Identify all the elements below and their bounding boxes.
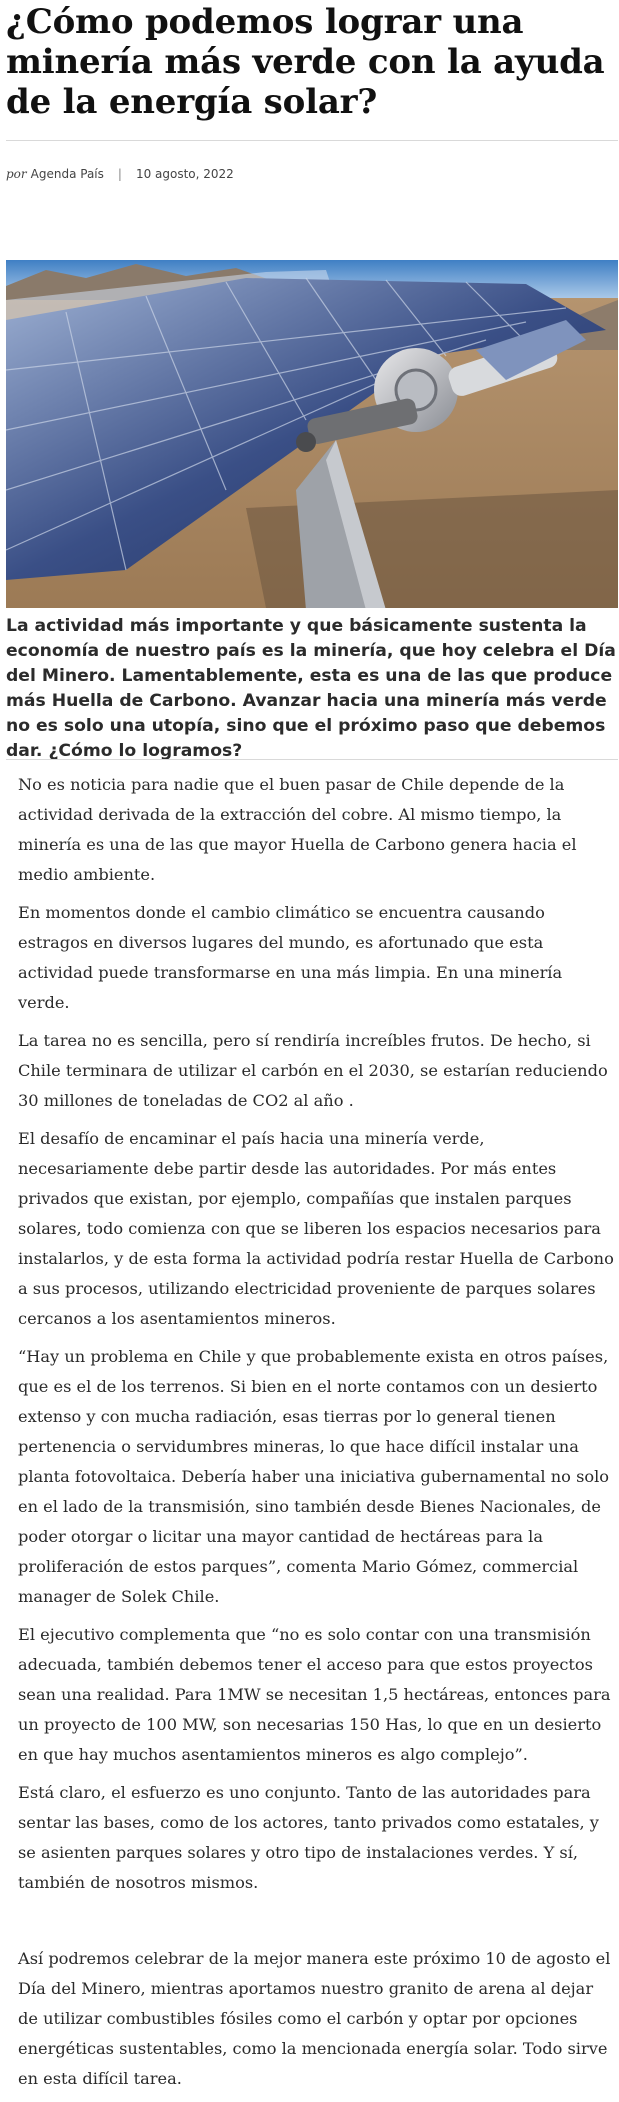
paragraph: “Hay un problema en Chile y que probablemente exista en otros países, que es el de los terrenos. Si bien en el norte contamos con un desierto extenso y con mucha radiación, esas tierras por lo general tienen pertenencia o servidumbres mineras, lo que hace difícil instalar una planta fotovoltaica. Debería haber una iniciativa gubernamental no solo en el lado de la transmisión, sino también desde Bienes Nacionales, de poder otorgar o licitar una mayor cantidad de hectáreas para la proliferación de estos parques”, comenta Mario Gómez, commercial manager de Solek Chile.: [18, 1347, 610, 1606]
author-link[interactable]: Agenda País: [30, 167, 104, 181]
paragraph: Así podremos celebrar de la mejor manera este próximo 10 de agosto el Día del Minero, mientras aportamos nuestro granito de arena al dejar de utilizar combustibles fósiles como el carbón y optar por opciones energéticas sustentables, como la mencionada energía solar. Todo sirve en esta difícil tarea.: [18, 1949, 611, 2088]
meta-separator: |: [117, 167, 122, 181]
lead-divider: [6, 759, 618, 760]
solar-panel-photo-icon: [6, 260, 618, 608]
article: [6, 0, 618, 181]
article-body: [18, 770, 618, 2102]
paragraph: En momentos donde el cambio climático se encuentra causando estragos en diversos lugares del mundo, es afortunado que esta actividad puede transformarse en una más limpia. En una minería verde.: [18, 903, 563, 1012]
paragraph: El desafío de encaminar el país hacia una minería verde, necesariamente debe partir desde las autoridades. Por más entes privados que existan, por ejemplo, compañías que instalen parques solares, todo comienza con que se liberen los espacios necesarios para instalarlos, y de esta forma la actividad podría restar Huella de Carbono a sus procesos, utilizando electricidad proveniente de parques solares cercanos a los asentamientos mineros.: [18, 1129, 614, 1328]
publish-date: 10 agosto, 2022: [135, 167, 234, 181]
article-title: ¿Cómo podemos lograr una minería más verde con la ayuda de la energía solar?: [6, 2, 605, 122]
title-divider: [6, 140, 618, 141]
paragraph: Está claro, el esfuerzo es uno conjunto. Tanto de las autoridades para sentar las bases, como de los actores, tanto privados como estatales, y se asienten parques solares y otro tipo de instalaciones verdes. Y sí, también de nosotros mismos.: [18, 1783, 599, 1892]
paragraph: No es noticia para nadie que el buen pasar de Chile depende de la actividad derivada de la extracción del cobre. Al mismo tiempo, la minería es una de las que mayor Huella de Carbono genera hacia el medio ambiente.: [18, 775, 577, 884]
byline-label: por: [6, 167, 27, 181]
paragraph: La tarea no es sencilla, pero sí rendiría increíbles frutos. De hecho, si Chile terminara de utilizar el carbón en el 2030, se estarían reduciendo 30 millones de toneladas de CO2 al año .: [18, 1031, 608, 1110]
hero-image: [6, 260, 618, 608]
paragraph: El ejecutivo complementa que “no es solo contar con una transmisión adecuada, también debemos tener el acceso para que estos proyectos sean una realidad. Para 1MW se necesitan 1,5 hectáreas, entonces para un proyecto de 100 MW, son necesarias 150 Has, lo que en un desierto en que hay muchos asentamientos mineros es algo complejo”.: [18, 1625, 611, 1764]
article-meta: [6, 167, 618, 181]
article-lead: La actividad más importante y que básicamente sustenta la economía de nuestro país es la minería, que hoy celebra el Día del Minero. Lamentablemente, esta es una de las que produce más Huella de Carbono. Avanzar hacia una minería más verde no es solo una utopía, sino que el próximo paso que debemos dar. ¿Cómo lo logramos?: [6, 616, 616, 761]
